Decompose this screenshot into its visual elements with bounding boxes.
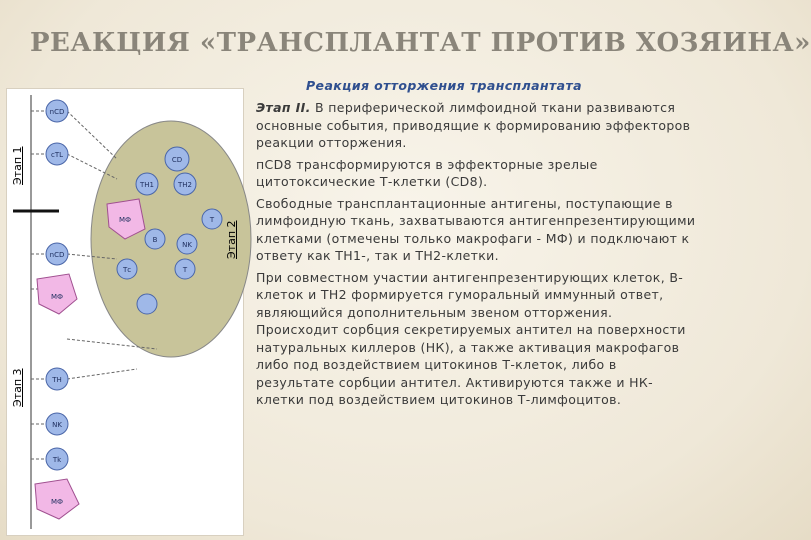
immune-diagram: [6, 88, 244, 536]
slide-title: РЕАКЦИЯ «ТРАНСПЛАНТАТ ПРОТИВ ХОЗЯИНА»: [30, 28, 811, 58]
cell-label: В: [152, 236, 158, 244]
diagram-svg: [7, 89, 243, 535]
cell-label: CD: [171, 156, 183, 164]
paragraph-stage-2: [256, 99, 696, 152]
cell-label: Тс: [122, 266, 132, 274]
stage-2-label: Этап 2: [225, 220, 238, 259]
cell-label: МФ: [118, 216, 132, 224]
cell-label: NK: [52, 421, 62, 429]
paragraph-lead: Этап II.: [256, 100, 311, 115]
cell-label: Tk: [52, 456, 62, 464]
stage-3-label: Этап 3: [11, 368, 24, 407]
paragraph-antigens: Свободные трансплантационные антигены, поступающие в лимфоидную ткань, захватываются антигенпрезентирующими клетками (отмечены только макрофаги - МФ) и подключают к ответу как ТН1-, так и ТН2-клетки.: [256, 195, 696, 263]
cell-label: nCD: [49, 108, 65, 116]
slide-subtitle: Реакция отторжения трансплантата: [306, 78, 582, 93]
text-column: [256, 78, 696, 413]
paragraph-humoral: При совместном участии антигенпрезентирующих клеток, В-клеток и ТН2 формируется гуморальный иммунный ответ, являющийся дополнительным звеном отторжения. Происходит сорбция секретируемых антител на поверхности натуральных киллеров (НК), а также активация макрофагов либо под воздействием цитокинов Т-клеток, либо в результате сорбции антител. Активируются также и НК-клетки под воздействием цитокинов Т-лимфоцитов.: [256, 269, 686, 407]
cell-label: TH: [52, 376, 62, 384]
cell-label: МФ: [50, 498, 64, 506]
cell-label: Т: [209, 216, 215, 224]
paragraph-text: В периферической лимфоидной ткани развиваются основные события, приводящие к формированию эффекторов реакции отторжения.: [256, 100, 691, 150]
cell-label: nCD: [49, 251, 65, 259]
paragraph-cd8: пCD8 трансформируются в эффекторные зрелые цитотоксические Т-клетки (CD8).: [256, 156, 598, 189]
cell-label: МФ: [50, 293, 64, 301]
cell-label: TH2: [178, 181, 192, 189]
cell-label: TH1: [140, 181, 154, 189]
stage-1-label: Этап 1: [11, 146, 24, 185]
cell-label: сTL: [50, 151, 64, 159]
cell-label: Т: [182, 266, 188, 274]
cell-label: NK: [182, 241, 192, 249]
